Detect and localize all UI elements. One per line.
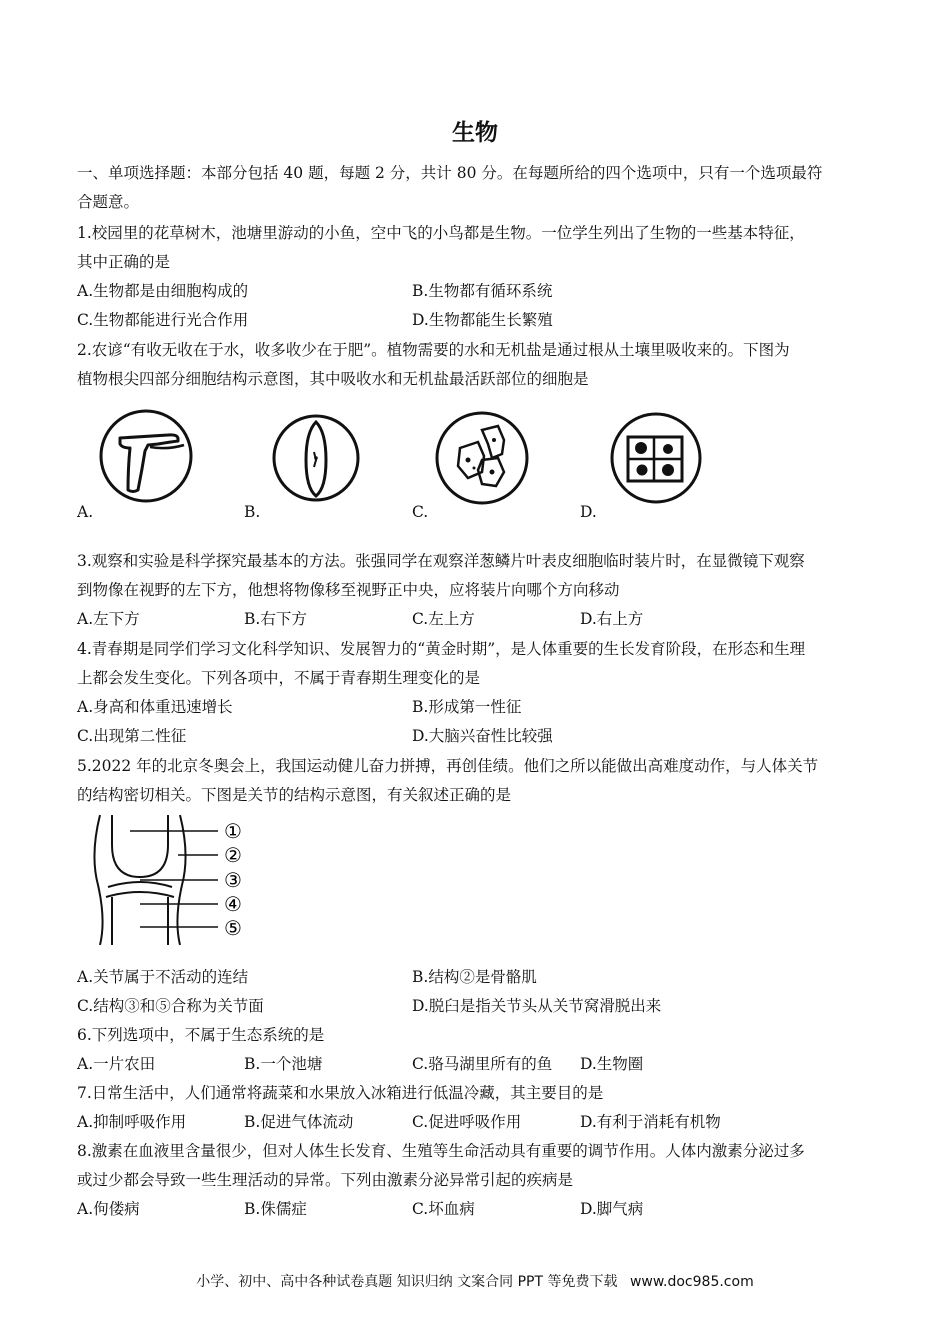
page-title: 生物 bbox=[452, 120, 498, 146]
footer-text: 小学、初中、高中各种试卷真题 知识归纳 文案合同 PPT 等免费下载 bbox=[196, 1274, 618, 1290]
section-instructions-line1: 一、单项选择题：本部分包括 40 题，每题 2 分，共计 80 分。在每题所给的四个选项中，只有一个选项最符 bbox=[77, 164, 823, 182]
q4-option-a: A.身高和体重迅速增长 bbox=[77, 698, 233, 716]
q8-option-a: A.佝偻病 bbox=[77, 1200, 140, 1218]
q6-option-c: C.骆马湖里所有的鱼 bbox=[412, 1055, 553, 1073]
q3-stem-line1: 3.观察和实验是科学探究最基本的方法。张强同学在观察洋葱鳞片叶表皮细胞临时装片时，在显微镜下观察 bbox=[77, 552, 805, 570]
q7-stem: 7.日常生活中，人们通常将蔬菜和水果放入冰箱进行低温冷藏，其主要目的是 bbox=[77, 1084, 604, 1102]
q8-option-b: B.侏儒症 bbox=[244, 1200, 307, 1218]
q3-option-a: A.左下方 bbox=[77, 610, 140, 628]
q6-stem: 6.下列选项中，不属于生态系统的是 bbox=[77, 1026, 325, 1044]
q1-stem-line1: 1.校园里的花草树木，池塘里游动的小鱼，空中飞的小鸟都是生物。一位学生列出了生物的一些基本特征， bbox=[77, 224, 805, 242]
q1-stem-line2: 其中正确的是 bbox=[77, 253, 171, 271]
joint-label-2: ② bbox=[224, 843, 242, 867]
joint-label-3: ③ bbox=[224, 868, 242, 892]
q1-option-d: D.生物都能生长繁殖 bbox=[412, 311, 553, 329]
joint-structure-figure bbox=[90, 815, 260, 945]
q7-option-a: A.抑制呼吸作用 bbox=[77, 1113, 187, 1131]
q3-option-b: B.右下方 bbox=[244, 610, 307, 628]
joint-label-5: ⑤ bbox=[224, 916, 242, 940]
q5-option-a: A.关节属于不活动的连结 bbox=[77, 968, 249, 986]
elongation-cell-figure bbox=[268, 412, 364, 508]
q7-option-d: D.有利于消耗有机物 bbox=[580, 1113, 721, 1131]
meristem-cell-figure bbox=[432, 408, 532, 508]
q4-option-b: B.形成第一性征 bbox=[412, 698, 522, 716]
q5-option-d: D.脱臼是指关节头从关节窝滑脱出来 bbox=[412, 997, 662, 1015]
root-cap-cell-figure bbox=[606, 411, 706, 507]
joint-label-1: ① bbox=[224, 819, 242, 843]
q8-option-d: D.脚气病 bbox=[580, 1200, 644, 1218]
q7-option-c: C.促进呼吸作用 bbox=[412, 1113, 522, 1131]
q4-stem-line1: 4.青春期是同学们学习文化科学知识、发展智力的“黄金时期”，是人体重要的生长发育阶段，在形态和生理 bbox=[77, 640, 806, 658]
q1-option-b: B.生物都有循环系统 bbox=[412, 282, 553, 300]
q4-stem-line2: 上都会发生变化。下列各项中，不属于青春期生理变化的是 bbox=[77, 669, 481, 687]
q3-option-d: D.右上方 bbox=[580, 610, 644, 628]
q6-option-b: B.一个池塘 bbox=[244, 1055, 323, 1073]
q3-option-c: C.左上方 bbox=[412, 610, 475, 628]
q8-stem-line2: 或过少都会导致一些生理活动的异常。下列由激素分泌异常引起的疾病是 bbox=[77, 1171, 574, 1189]
joint-label-4: ④ bbox=[224, 892, 242, 916]
q4-option-d: D.大脑兴奋性比较强 bbox=[412, 727, 553, 745]
q2-option-d: D. bbox=[580, 503, 597, 521]
q5-stem-line1: 5.2022 年的北京冬奥会上，我国运动健儿奋力拼搏，再创佳绩。他们之所以能做出高难度动作，与人体关节 bbox=[77, 757, 819, 775]
footer-url[interactable]: www.doc985.com bbox=[629, 1274, 754, 1290]
q3-stem-line2: 到物像在视野的左下方，他想将物像移至视野正中央，应将装片向哪个方向移动 bbox=[77, 581, 620, 599]
q2-option-a: A. bbox=[77, 503, 94, 521]
page-footer bbox=[0, 1271, 950, 1291]
q5-stem-line2: 的结构密切相关。下图是关节的结构示意图，有关叙述正确的是 bbox=[77, 786, 512, 804]
q1-option-a: A.生物都是由细胞构成的 bbox=[77, 282, 249, 300]
q5-option-c: C.结构③和⑤合称为关节面 bbox=[77, 997, 264, 1015]
q2-stem-line1: 2.农谚“有收无收在于水，收多收少在于肥”。植物需要的水和无机盐是通过根从土壤里吸收来的。下图为 bbox=[77, 341, 790, 359]
q1-option-c: C.生物都能进行光合作用 bbox=[77, 311, 249, 329]
root-hair-cell-figure bbox=[98, 408, 194, 504]
q7-option-b: B.促进气体流动 bbox=[244, 1113, 354, 1131]
q6-option-a: A.一片农田 bbox=[77, 1055, 156, 1073]
q6-option-d: D.生物圈 bbox=[580, 1055, 644, 1073]
q2-stem-line2: 植物根尖四部分细胞结构示意图，其中吸收水和无机盐最活跃部位的细胞是 bbox=[77, 370, 589, 388]
q8-option-c: C.坏血病 bbox=[412, 1200, 475, 1218]
q2-option-b: B. bbox=[244, 503, 261, 521]
q2-option-c: C. bbox=[412, 503, 429, 521]
section-instructions-line2: 合题意。 bbox=[77, 193, 140, 211]
q5-option-b: B.结构②是骨骼肌 bbox=[412, 968, 537, 986]
q4-option-c: C.出现第二性征 bbox=[77, 727, 187, 745]
q8-stem-line1: 8.激素在血液里含量很少，但对人体生长发育、生殖等生命活动具有重要的调节作用。人体内激素分泌过多 bbox=[77, 1142, 805, 1160]
